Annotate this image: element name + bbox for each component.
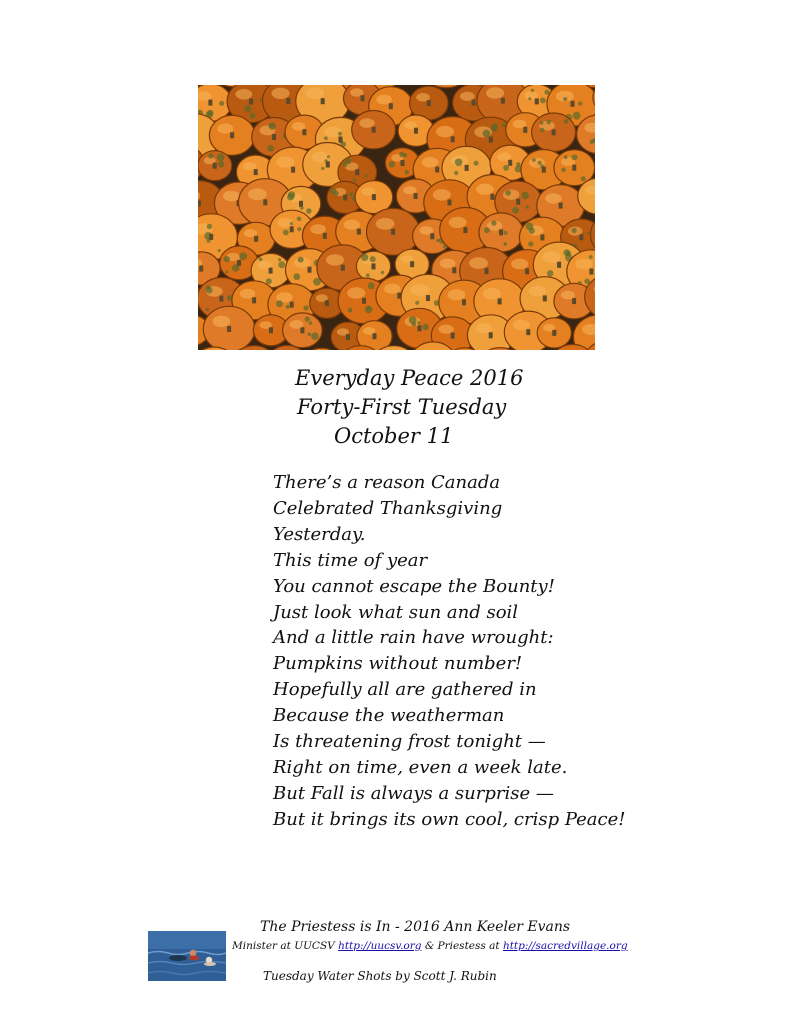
poem-line: And a little rain have wrought: <box>273 627 554 649</box>
pumpkin-shape <box>198 151 232 181</box>
photo-credit: Tuesday Water Shots by Scott J. Rubin <box>263 969 497 983</box>
footer-title: The Priestess is In - 2016 Ann Keeler Evans <box>260 919 571 935</box>
title-block <box>200 364 590 451</box>
pumpkin-shape <box>367 208 420 255</box>
pumpkin-shape <box>209 115 254 155</box>
poem <box>273 470 693 833</box>
pumpkin-shape <box>203 306 255 350</box>
poem-line: Hopefully all are gathered in <box>273 679 537 701</box>
pumpkin-shape <box>537 318 571 348</box>
poem-line: Pumpkins without number! <box>273 653 523 675</box>
poem-line: You cannot escape the Bounty! <box>273 575 555 597</box>
page-subtitle: Forty-First Tuesday <box>297 395 507 419</box>
poem-line: Celebrated Thanksgiving <box>273 497 503 519</box>
pumpkin-shape <box>352 111 396 149</box>
poem-line: Is threatening frost tonight — <box>273 731 546 753</box>
pumpkin-shape <box>479 213 523 252</box>
pumpkin-shape <box>356 251 390 281</box>
water-photo <box>148 931 226 981</box>
poem-line: Yesterday. <box>273 523 366 545</box>
pumpkins-photo <box>198 85 595 350</box>
pumpkin-shape <box>532 113 576 152</box>
poem-line: But it brings its own cool, crisp Peace! <box>273 808 626 830</box>
page-date: October 11 <box>334 424 454 448</box>
pumpkin-shape <box>283 313 323 348</box>
poem-line: But Fall is always a surprise — <box>273 782 554 804</box>
page-title: Everyday Peace 2016 <box>295 366 524 390</box>
minister-label: Minister at UUCSV <box>232 940 339 952</box>
poem-line: This time of year <box>273 549 428 571</box>
poem-line: Because the weatherman <box>273 705 505 727</box>
sacredvillage-link[interactable]: http://sacredvillage.org <box>502 940 628 952</box>
poem-line: Just look what sun and soil <box>273 601 519 623</box>
priestess-label: & Priestess at <box>421 940 503 952</box>
uucsv-link[interactable]: http://uucsv.org <box>338 940 422 952</box>
footer-links <box>232 940 628 952</box>
poem-line: There’s a reason Canada <box>273 472 501 493</box>
poem-line: Right on time, even a week late. <box>273 756 568 778</box>
